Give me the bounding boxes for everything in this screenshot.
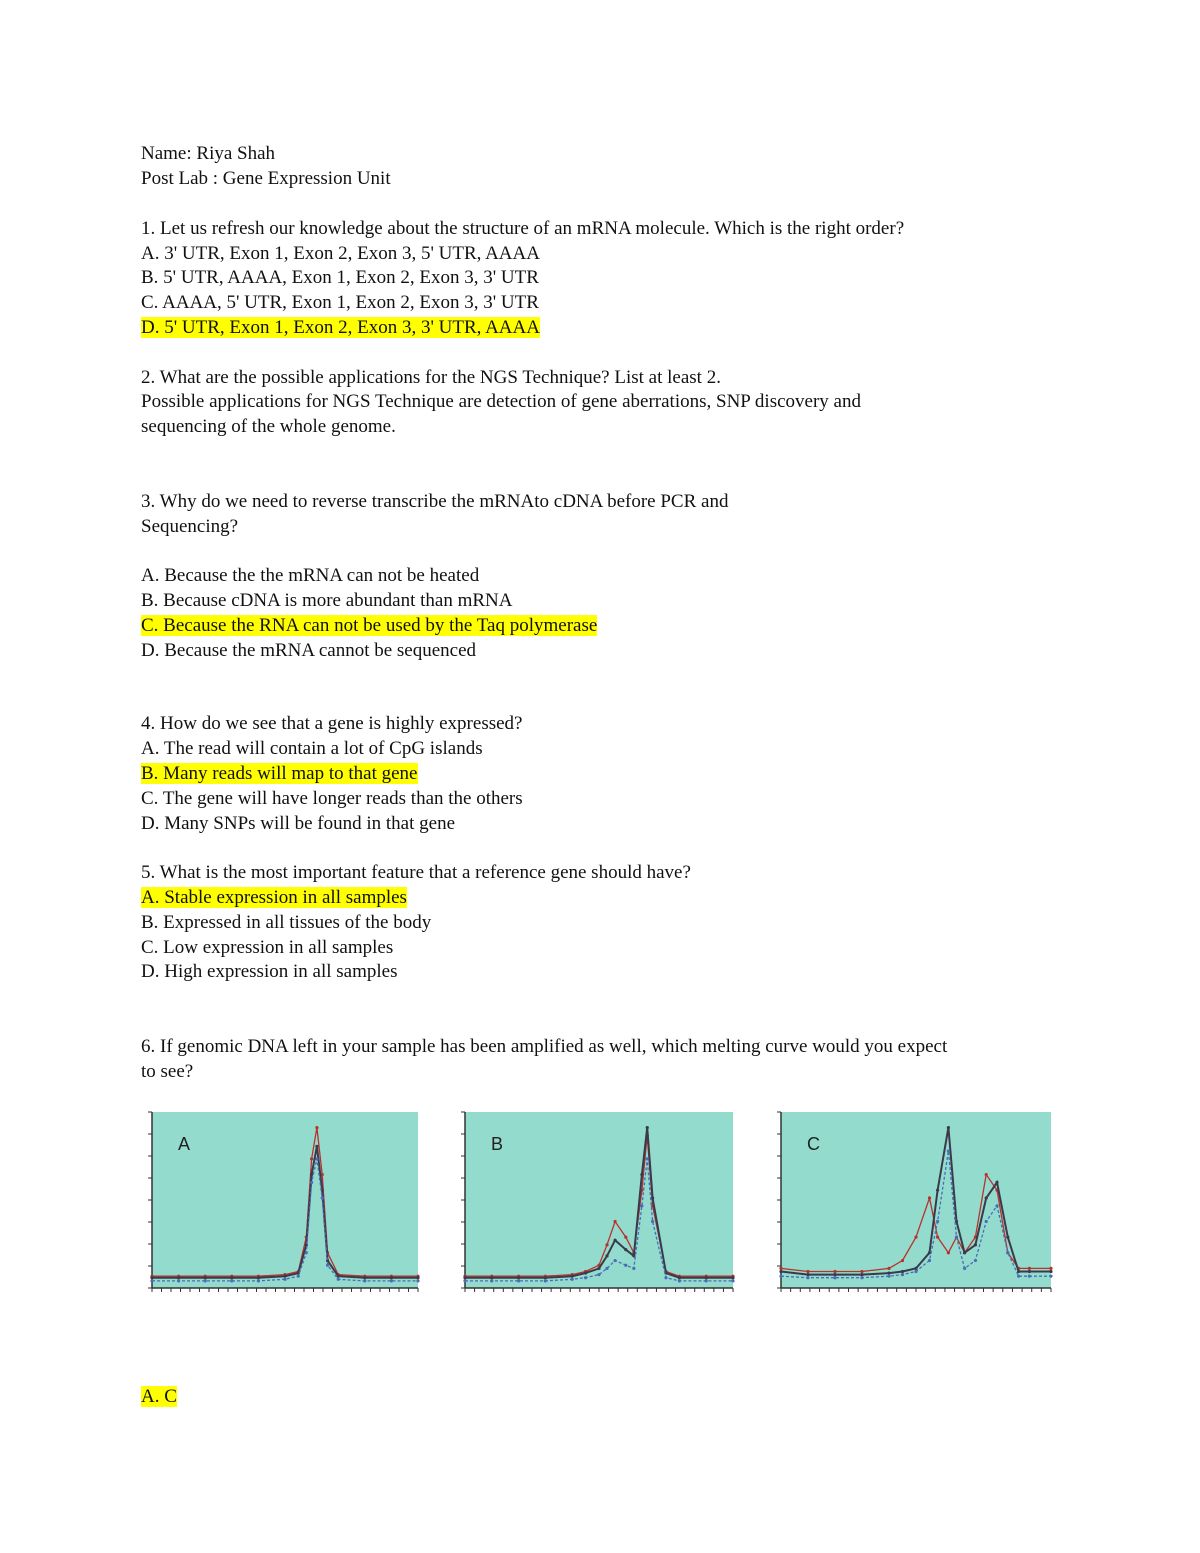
data-point <box>390 1276 393 1279</box>
data-point <box>651 1196 654 1199</box>
data-point <box>806 1273 809 1276</box>
data-point <box>337 1275 340 1278</box>
data-point <box>1006 1235 1009 1238</box>
data-point <box>584 1276 587 1279</box>
melting-curve-chart-a <box>146 1108 422 1298</box>
q1-option-c: C. AAAA, 5' UTR, Exon 1, Exon 2, Exon 3, 3' UTR <box>141 292 539 313</box>
q6-question-line-2: to see? <box>141 1061 194 1082</box>
data-point <box>613 1220 616 1223</box>
data-point <box>257 1276 260 1279</box>
data-point <box>833 1270 836 1273</box>
q4-question: 4. How do we see that a gene is highly expressed? <box>141 713 523 734</box>
chart-panel-label: B <box>491 1134 504 1154</box>
data-point <box>887 1271 890 1274</box>
data-point <box>517 1279 520 1282</box>
q4-option-b-answer: B. Many reads will map to that gene <box>141 763 418 784</box>
data-point <box>947 1126 950 1129</box>
data-point <box>283 1278 286 1281</box>
data-point <box>646 1157 649 1160</box>
q1-question: 1. Let us refresh our knowledge about the structure of an mRNA molecule. Which is the right order? <box>141 218 905 239</box>
data-point <box>363 1279 366 1282</box>
data-point <box>597 1273 600 1276</box>
data-point <box>305 1251 308 1254</box>
q5-option-b: B. Expressed in all tissues of the body <box>141 912 432 933</box>
data-point <box>416 1279 419 1282</box>
data-point <box>963 1251 966 1254</box>
data-point <box>257 1279 260 1282</box>
data-point <box>731 1279 734 1282</box>
data-point <box>150 1276 153 1279</box>
data-point <box>315 1157 318 1160</box>
data-point <box>995 1181 998 1184</box>
melting-curve-chart-c <box>775 1108 1055 1298</box>
data-point <box>326 1264 329 1267</box>
q5-option-c: C. Low expression in all samples <box>141 937 394 958</box>
data-point <box>928 1259 931 1262</box>
data-point <box>283 1275 286 1278</box>
q3-question-line-1: 3. Why do we need to reverse transcribe the mRNAto cDNA before PCR and <box>141 491 729 512</box>
melting-curve-chart-b <box>459 1108 737 1298</box>
data-point <box>914 1267 917 1270</box>
data-point <box>177 1276 180 1279</box>
data-point <box>974 1259 977 1262</box>
data-point <box>985 1220 988 1223</box>
data-point <box>1028 1270 1031 1273</box>
data-point <box>664 1276 667 1279</box>
q2-answer-line-1: Possible applications for NGS Technique are detection of gene aberrations, SNP discovery and <box>141 391 861 412</box>
data-point <box>914 1235 917 1238</box>
chart-panel-label: C <box>807 1134 820 1154</box>
data-point <box>605 1243 608 1246</box>
data-point <box>974 1243 977 1246</box>
data-point <box>204 1279 207 1282</box>
data-point <box>705 1279 708 1282</box>
data-point <box>230 1279 233 1282</box>
data-point <box>1006 1251 1009 1254</box>
data-point <box>310 1157 313 1160</box>
data-point <box>390 1279 393 1282</box>
data-point <box>985 1173 988 1176</box>
data-point <box>605 1267 608 1270</box>
data-point <box>705 1276 708 1279</box>
q4-option-a: A. The read will contain a lot of CpG islands <box>141 738 483 759</box>
data-point <box>544 1276 547 1279</box>
data-point <box>928 1196 931 1199</box>
data-point <box>177 1279 180 1282</box>
data-point <box>985 1196 988 1199</box>
data-point <box>731 1276 734 1279</box>
data-point <box>230 1276 233 1279</box>
data-point <box>955 1235 958 1238</box>
q3-question-line-2: Sequencing? <box>141 516 239 537</box>
data-point <box>901 1270 904 1273</box>
data-point <box>310 1173 313 1176</box>
data-point <box>779 1270 782 1273</box>
q2-answer-line-2: sequencing of the whole genome. <box>141 416 396 437</box>
data-point <box>490 1279 493 1282</box>
data-point <box>914 1270 917 1273</box>
data-point <box>947 1149 950 1152</box>
plot-area <box>152 1112 418 1288</box>
q6-question-line-1: 6. If genomic DNA left in your sample has been amplified as well, which melting curve would you expect <box>141 1036 948 1057</box>
data-point <box>517 1276 520 1279</box>
data-point <box>624 1264 627 1267</box>
data-point <box>995 1204 998 1207</box>
data-point <box>150 1279 153 1282</box>
data-point <box>204 1276 207 1279</box>
data-point <box>597 1267 600 1270</box>
student-name: Name: Riya Shah <box>141 143 276 164</box>
data-point <box>860 1273 863 1276</box>
q1-option-a: A. 3' UTR, Exon 1, Exon 2, Exon 3, 5' UTR, AAAA <box>141 243 540 264</box>
document-title: Post Lab : Gene Expression Unit <box>141 168 391 189</box>
q5-option-a-answer: A. Stable expression in all samples <box>141 887 407 908</box>
data-point <box>315 1126 318 1129</box>
data-point <box>678 1276 681 1279</box>
q5-option-d: D. High expression in all samples <box>141 961 398 982</box>
data-point <box>887 1275 890 1278</box>
q1-option-d-answer: D. 5' UTR, Exon 1, Exon 2, Exon 3, 3' UTR, AAAA <box>141 317 540 338</box>
data-point <box>1049 1270 1052 1273</box>
data-point <box>310 1181 313 1184</box>
data-point <box>544 1279 547 1282</box>
data-point <box>901 1273 904 1276</box>
q3-option-b: B. Because cDNA is more abundant than mRNA <box>141 590 513 611</box>
data-point <box>887 1267 890 1270</box>
data-point <box>1049 1275 1052 1278</box>
data-point <box>613 1239 616 1242</box>
data-point <box>646 1126 649 1129</box>
data-point <box>571 1278 574 1281</box>
data-point <box>337 1278 340 1281</box>
data-point <box>613 1259 616 1262</box>
data-point <box>651 1220 654 1223</box>
data-point <box>1017 1275 1020 1278</box>
data-point <box>624 1248 627 1251</box>
q4-option-d: D. Many SNPs will be found in that gene <box>141 813 456 834</box>
data-point <box>363 1276 366 1279</box>
data-point <box>860 1270 863 1273</box>
data-point <box>315 1145 318 1148</box>
q5-question: 5. What is the most important feature that a reference gene should have? <box>141 862 691 883</box>
data-point <box>1028 1275 1031 1278</box>
data-point <box>584 1271 587 1274</box>
data-point <box>624 1235 627 1238</box>
q3-option-c-answer: C. Because the RNA can not be used by the Taq polymerase <box>141 615 598 636</box>
data-point <box>947 1251 950 1254</box>
plot-area <box>465 1112 733 1288</box>
data-point <box>571 1275 574 1278</box>
data-point <box>779 1267 782 1270</box>
q3-option-a: A. Because the the mRNA can not be heated <box>141 565 480 586</box>
data-point <box>1049 1267 1052 1270</box>
chart-panel-label: A <box>178 1134 191 1154</box>
q6-answer: A. C <box>141 1386 177 1407</box>
plot-area <box>781 1112 1051 1288</box>
data-point <box>640 1204 643 1207</box>
data-point <box>936 1220 939 1223</box>
data-point <box>640 1173 643 1176</box>
data-point <box>833 1273 836 1276</box>
data-point <box>963 1267 966 1270</box>
data-point <box>806 1270 809 1273</box>
q1-option-b: B. 5' UTR, AAAA, Exon 1, Exon 2, Exon 3, 3' UTR <box>141 267 539 288</box>
data-point <box>806 1276 809 1279</box>
data-point <box>936 1189 939 1192</box>
data-point <box>463 1279 466 1282</box>
data-point <box>605 1254 608 1257</box>
data-point <box>936 1235 939 1238</box>
data-point <box>416 1276 419 1279</box>
data-point <box>1028 1267 1031 1270</box>
data-point <box>779 1275 782 1278</box>
data-point <box>632 1267 635 1270</box>
data-point <box>321 1196 324 1199</box>
data-point <box>297 1275 300 1278</box>
data-point <box>490 1276 493 1279</box>
q2-question: 2. What are the possible applications for the NGS Technique? List at least 2. <box>141 367 721 388</box>
q4-option-c: C. The gene will have longer reads than the others <box>141 788 523 809</box>
data-point <box>833 1276 836 1279</box>
data-point <box>860 1276 863 1279</box>
data-point <box>463 1276 466 1279</box>
data-point <box>678 1279 681 1282</box>
q3-option-d: D. Because the mRNA cannot be sequenced <box>141 640 477 661</box>
data-point <box>901 1259 904 1262</box>
